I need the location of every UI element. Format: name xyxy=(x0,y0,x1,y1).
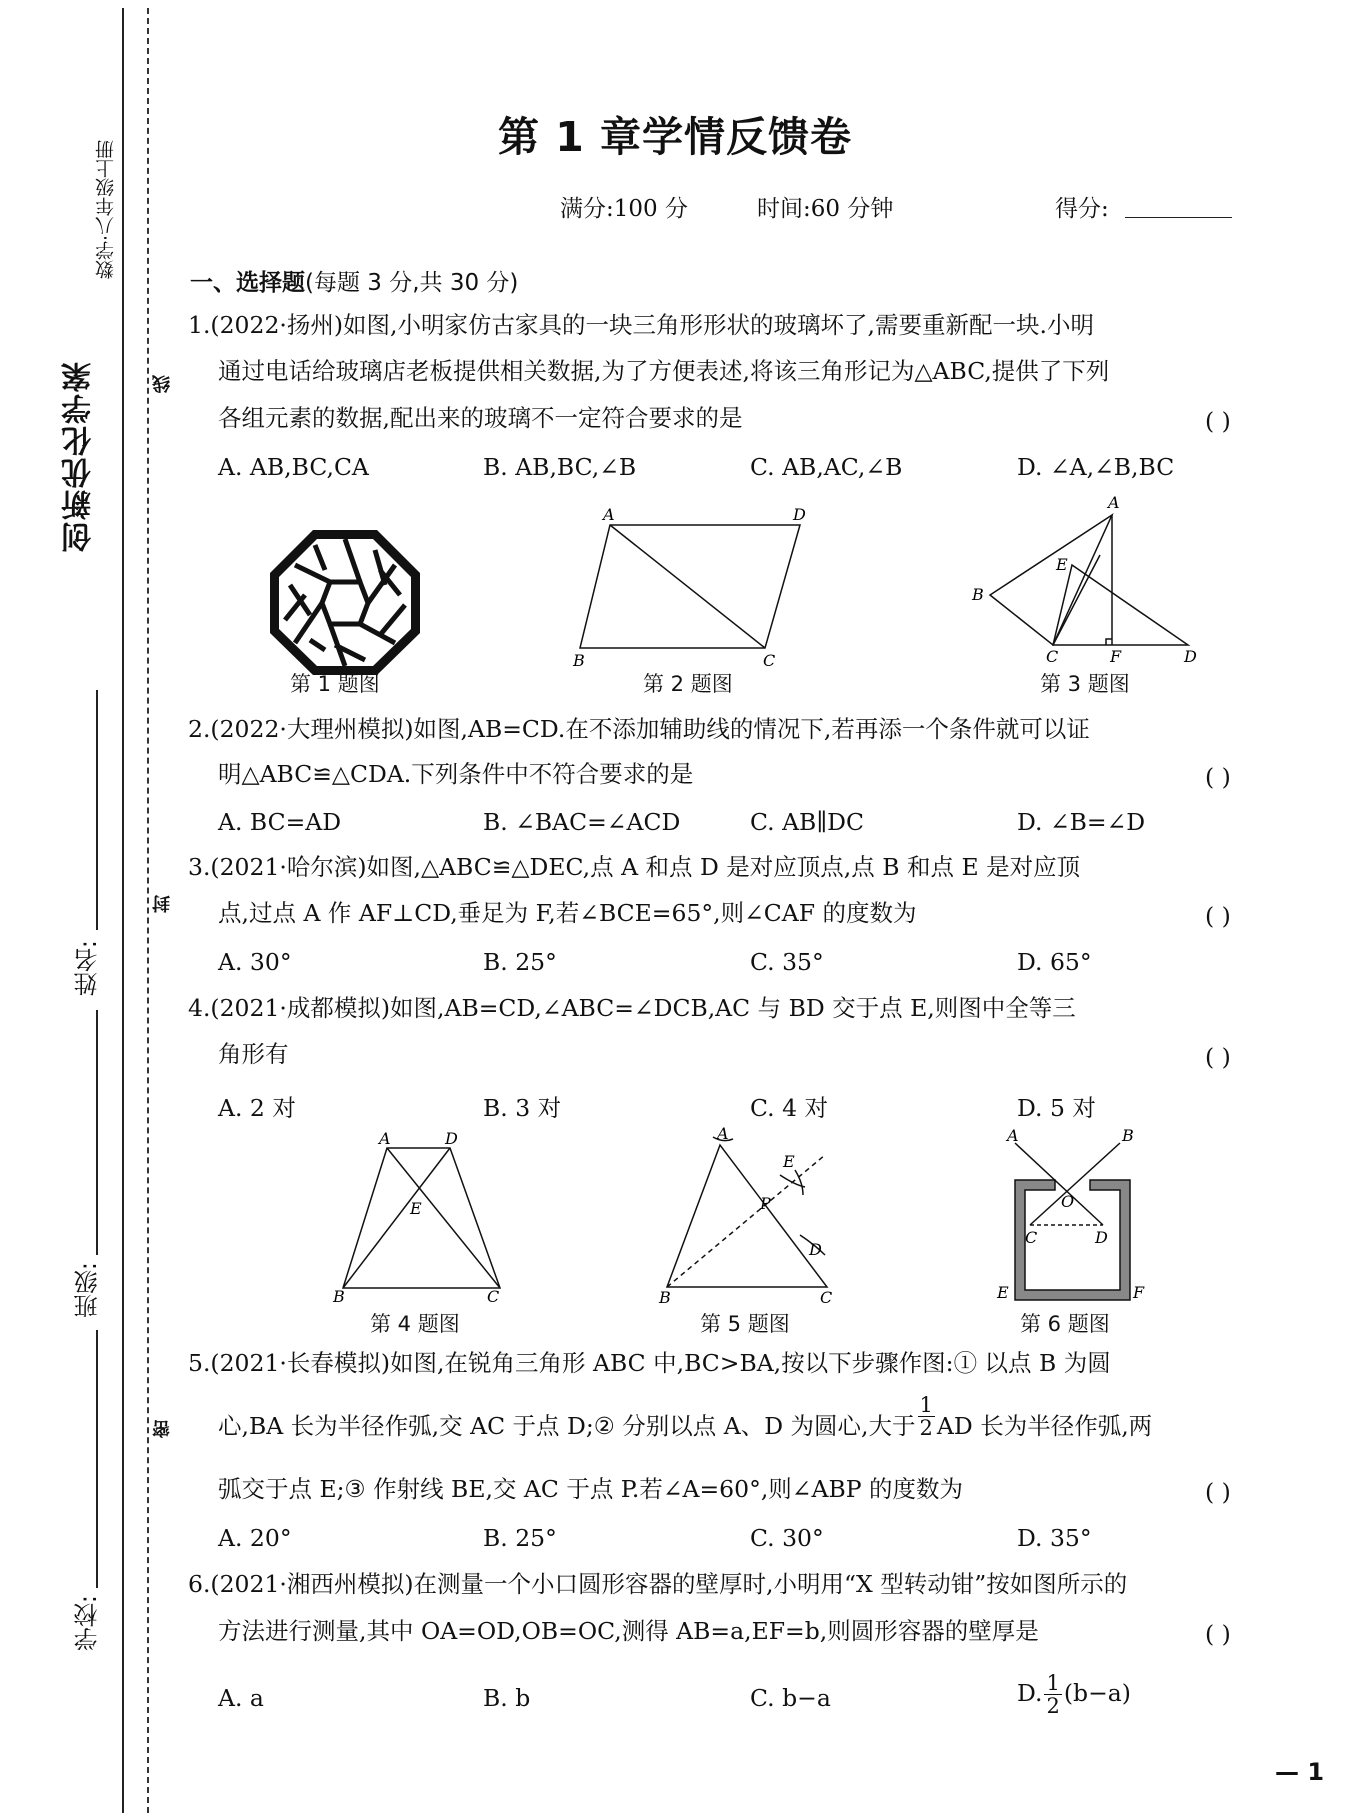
brand-logo-text: 创新优化学案 xyxy=(62,360,97,552)
section-heading xyxy=(190,264,518,297)
class-label: 班级: xyxy=(74,1262,102,1319)
fig3-label-a: A xyxy=(1108,493,1120,512)
class-field-line[interactable] xyxy=(96,1010,98,1255)
q6-option-d[interactable] xyxy=(1017,1672,1131,1717)
name-field-line[interactable] xyxy=(96,690,98,930)
fig6-label-f: F xyxy=(1133,1283,1145,1302)
subject-label: 数学·八年级上册 xyxy=(95,140,117,280)
section-note: (每题 3 分,共 30 分) xyxy=(305,270,519,296)
q5-line2-part1: 心,BA 长为半径作弧,交 AC 于点 D;② 分别以点 A、D 为圆心,大于 xyxy=(218,1412,916,1440)
score-label: 得分: xyxy=(1055,196,1109,222)
fig3-label-c: C xyxy=(1046,647,1059,666)
q5-option-b[interactable]: B. 25° xyxy=(483,1524,557,1552)
q3-line1: 3.(2021·哈尔滨)如图,△ABC≌△DEC,点 A 和点 D 是对应顶点,点 B 和点 E 是对应顶 xyxy=(188,853,1081,881)
fig4-label-d: D xyxy=(445,1130,458,1148)
fig6-label-c: C xyxy=(1025,1228,1038,1247)
name-label: 姓名: xyxy=(74,940,102,997)
q6-line2: 方法进行测量,其中 OA=OD,OB=OC,测得 AB=a,EF=b,则圆形容器的壁厚是 xyxy=(218,1617,1039,1645)
q6-option-a[interactable]: A. a xyxy=(218,1684,264,1712)
fig5-label-p: P xyxy=(760,1194,771,1213)
q2-option-c[interactable]: C. AB∥DC xyxy=(750,808,865,836)
fig5-label-e: E xyxy=(783,1152,795,1171)
fig5-label-b: B xyxy=(659,1288,671,1305)
seal-mark-secret: 密 xyxy=(152,1420,173,1438)
q3-line2: 点,过点 A 作 AF⊥CD,垂足为 F,若∠BCE=65°,则∠CAF 的度数为 xyxy=(218,899,917,927)
q1-answer-blank[interactable]: ( ) xyxy=(1205,407,1231,435)
q5-line1: 5.(2021·长春模拟)如图,在锐角三角形 ABC 中,BC>BA,按以下步骤作图:① 以点 B 为圆 xyxy=(188,1349,1111,1377)
fig4-label-c: C xyxy=(487,1287,500,1305)
frac-num-d: 1 xyxy=(1046,1671,1060,1695)
fig6-label-d: D xyxy=(1095,1228,1108,1247)
q5-option-c[interactable]: C. 30° xyxy=(750,1524,824,1552)
fig3-label-f: F xyxy=(1110,647,1122,666)
q1-line1: 1.(2022·扬州)如图,小明家仿古家具的一块三角形形状的玻璃坏了,需要重新配一块.小明 xyxy=(188,311,1094,339)
fig4-label-b: B xyxy=(333,1287,345,1305)
page-number: — 1 xyxy=(1275,1758,1325,1786)
figure-3-triangles xyxy=(960,490,1210,670)
q6-option-c[interactable]: C. b−a xyxy=(750,1684,831,1712)
q1-line3: 各组元素的数据,配出来的玻璃不一定符合要求的是 xyxy=(218,404,743,432)
q6-answer-blank[interactable]: ( ) xyxy=(1205,1620,1231,1648)
q5-option-a[interactable]: A. 20° xyxy=(218,1524,292,1552)
frac-den: 2 xyxy=(919,1416,933,1440)
fig6-label-a: A xyxy=(1007,1126,1019,1145)
time-limit: 时间:60 分钟 xyxy=(757,196,894,222)
q4-option-a[interactable]: A. 2 对 xyxy=(218,1094,296,1122)
q4-option-d[interactable]: D. 5 对 xyxy=(1017,1094,1096,1122)
q2-line2: 明△ABC≌△CDA.下列条件中不符合要求的是 xyxy=(218,760,694,788)
page-title: 第 1 章学情反馈卷 xyxy=(497,113,853,161)
q3-answer-blank[interactable]: ( ) xyxy=(1205,902,1231,930)
q5-line2-part2: AD 长为半径作弧,两 xyxy=(936,1412,1153,1440)
fraction-half-d xyxy=(1044,1672,1061,1717)
q5-line3: 弧交于点 E;③ 作射线 BE,交 AC 于点 P.若∠A=60°,则∠ABP 的度数为 xyxy=(218,1475,964,1503)
q5-line2 xyxy=(218,1392,1153,1440)
q2-line1: 2.(2022·大理州模拟)如图,AB=CD.在不添加辅助线的情况下,若再添一个条件就可以证 xyxy=(188,715,1090,743)
full-score: 满分:100 分 xyxy=(560,196,688,222)
q2-option-d[interactable]: D. ∠B=∠D xyxy=(1017,808,1146,836)
fig2-label-a: A xyxy=(603,505,615,524)
frac-den-d: 2 xyxy=(1046,1694,1060,1719)
q4-line1: 4.(2021·成都模拟)如图,AB=CD,∠ABC=∠DCB,AC 与 BD 交于点 E,则图中全等三 xyxy=(188,994,1076,1022)
q2-option-b[interactable]: B. ∠BAC=∠ACD xyxy=(483,808,681,836)
fig3-label-b: B xyxy=(972,585,984,604)
q4-option-c[interactable]: C. 4 对 xyxy=(750,1094,829,1122)
fraction-half xyxy=(918,1394,935,1439)
q4-answer-blank[interactable]: ( ) xyxy=(1205,1043,1231,1071)
q5-answer-blank[interactable]: ( ) xyxy=(1205,1478,1231,1506)
school-field-line[interactable] xyxy=(96,1330,98,1588)
q1-line2: 通过电话给玻璃店老板提供相关数据,为了方便表述,将该三角形记为△ABC,提供了下列 xyxy=(218,357,1110,385)
fig6-label-o: O xyxy=(1061,1192,1075,1211)
seal-mark-seal: 封 xyxy=(152,895,173,913)
figure-5-construction xyxy=(655,1125,855,1305)
figure-4-trapezoid xyxy=(325,1130,510,1305)
fig2-label-c: C xyxy=(763,651,776,670)
q3-option-c[interactable]: C. 35° xyxy=(750,948,824,976)
fig5-label-a: A xyxy=(717,1125,729,1143)
figure-6-x-caliper xyxy=(995,1125,1145,1305)
frac-num: 1 xyxy=(919,1392,933,1417)
figure-5-caption: 第 5 题图 xyxy=(700,1312,790,1336)
section-title: 一、选择题 xyxy=(190,270,305,296)
figure-2-caption: 第 2 题图 xyxy=(643,672,733,696)
q6-option-b[interactable]: B. b xyxy=(483,1684,531,1712)
figure-1-lattice-window xyxy=(265,525,425,680)
q2-answer-blank[interactable]: ( ) xyxy=(1205,763,1231,791)
fig4-label-a: A xyxy=(379,1130,391,1148)
binding-border xyxy=(122,8,124,1813)
q6-line1: 6.(2021·湘西州模拟)在测量一个小口圆形容器的壁厚时,小明用“X 型转动钳”按如图所示的 xyxy=(188,1570,1128,1598)
q4-option-b[interactable]: B. 3 对 xyxy=(483,1094,562,1122)
q1-option-b[interactable]: B. AB,BC,∠B xyxy=(483,453,637,481)
q5-option-d[interactable]: D. 35° xyxy=(1017,1524,1092,1552)
q1-option-a[interactable]: A. AB,BC,CA xyxy=(218,453,369,481)
figure-3-caption: 第 3 题图 xyxy=(1040,672,1130,696)
q1-option-d[interactable]: D. ∠A,∠B,BC xyxy=(1017,453,1175,481)
fig2-label-d: D xyxy=(793,505,806,524)
figure-2-parallelogram xyxy=(565,500,810,670)
school-label: 学校: xyxy=(74,1595,102,1652)
q3-option-d[interactable]: D. 65° xyxy=(1017,948,1092,976)
q6-option-d-prefix: D. xyxy=(1017,1679,1043,1708)
fig6-label-e: E xyxy=(997,1283,1009,1302)
fig3-label-e: E xyxy=(1056,555,1068,574)
q3-option-b[interactable]: B. 25° xyxy=(483,948,557,976)
fig4-label-e: E xyxy=(410,1199,422,1218)
q2-option-a[interactable]: A. BC=AD xyxy=(218,808,342,836)
q1-option-c[interactable]: C. AB,AC,∠B xyxy=(750,453,903,481)
q3-option-a[interactable]: A. 30° xyxy=(218,948,292,976)
q6-option-d-suffix: (b−a) xyxy=(1063,1679,1131,1708)
score-field-line[interactable] xyxy=(1125,217,1232,218)
binding-dashed-line xyxy=(147,8,149,1813)
fig5-label-d: D xyxy=(809,1240,822,1259)
seal-mark-line: 线 xyxy=(152,375,173,393)
q4-line2: 角形有 xyxy=(218,1040,289,1068)
figure-1-caption: 第 1 题图 xyxy=(290,672,380,696)
figure-6-caption: 第 6 题图 xyxy=(1020,1312,1110,1336)
fig3-label-d: D xyxy=(1184,647,1197,666)
fig6-label-b: B xyxy=(1122,1126,1134,1145)
figure-4-caption: 第 4 题图 xyxy=(370,1312,460,1336)
fig5-label-c: C xyxy=(820,1288,833,1305)
fig2-label-b: B xyxy=(573,651,585,670)
